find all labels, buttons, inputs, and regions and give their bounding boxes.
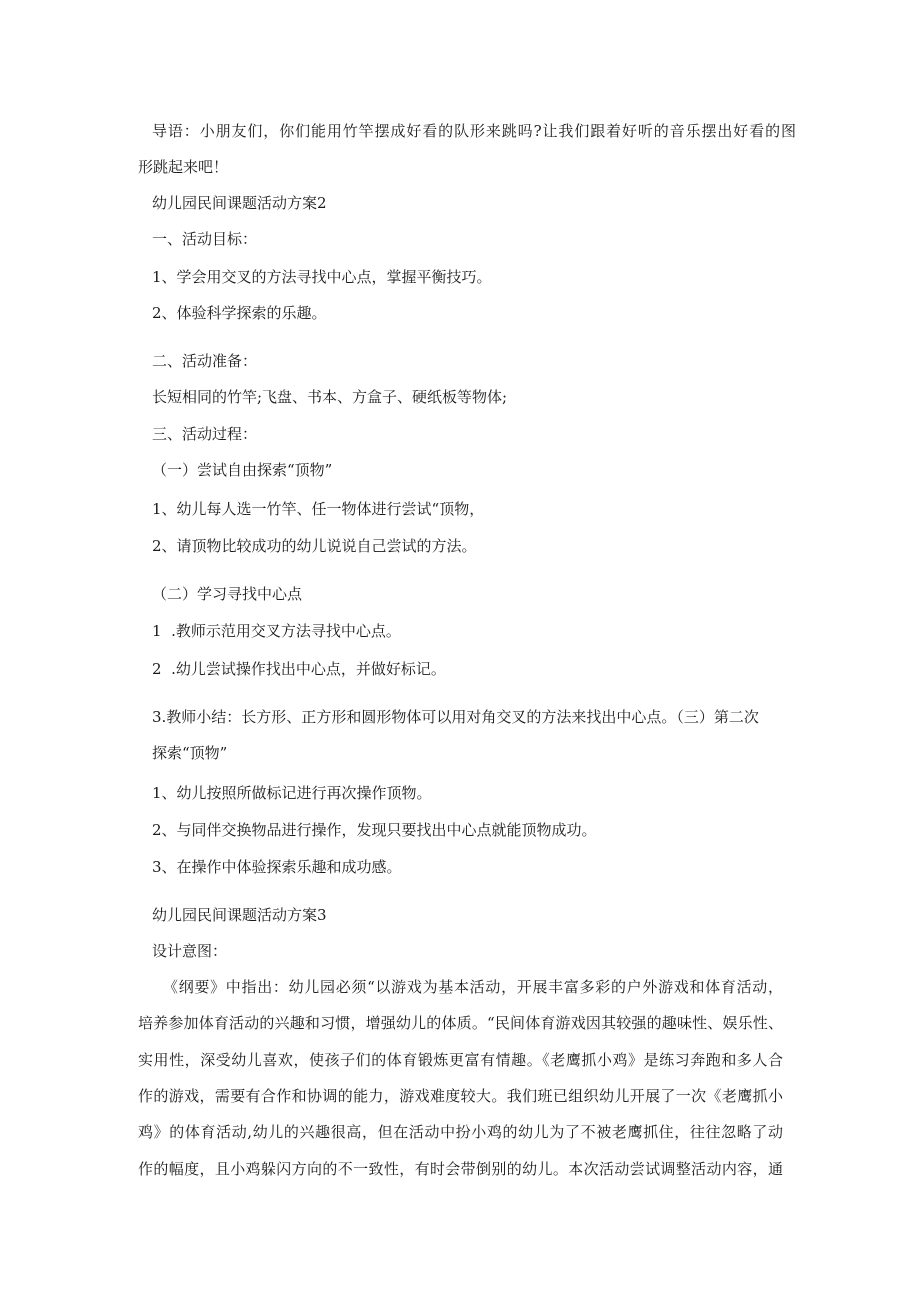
design-paragraph-line-1: 《纲要》中指出：幼儿园必须“以游戏为基本活动，开展丰富多彩的户外游戏和体育活动， — [163, 978, 783, 996]
process-part-2-item-2: 2 .幼儿尝试操作找出中心点，并做好标记。 — [152, 660, 446, 678]
process-part-3-item-2: 2、与同伴交换物品进行操作，发现只要找出中心点就能顶物成功。 — [152, 821, 597, 839]
process-part-2-item-3: 3.教师小结：长方形、正方形和圆形物体可以用对角交叉的方法来找出中心点。（三）第二次 — [152, 708, 759, 726]
intro-line-2: 形跳起来吧！ — [138, 158, 229, 176]
design-paragraph-line-4: 作的游戏，需要有合作和协调的能力，游戏难度较大。我们班已组织幼儿开展了一次《老鹰抓小 — [138, 1087, 783, 1105]
process-part-1-title: （一）尝试自由探索“顶物” — [152, 461, 333, 479]
design-paragraph-line-6: 作的幅度，且小鸡躲闪方向的不一致性，有时会带倒别的幼儿。本次活动尝试调整活动内容，通 — [138, 1160, 783, 1178]
process-part-1-item-1: 1、幼儿每人选一竹竿、任一物体进行尝试“顶物， — [152, 500, 485, 518]
goal-item-1: 1、学会用交叉的方法寻找中心点，掌握平衡技巧。 — [152, 268, 492, 286]
intro-line-1: 导语：小朋友们，你们能用竹竿摆成好看的队形来跳吗?让我们跟着好听的音乐摆出好看的图 — [152, 122, 796, 140]
heading-activity-goals: 一、活动目标： — [152, 230, 258, 248]
process-part-2-item-1: 1 .教师示范用交叉方法寻找中心点。 — [152, 622, 401, 640]
design-paragraph-line-2: 培养参加体育活动的兴趣和习惯，增强幼儿的体质。“民间体育游戏因其较强的趣味性、娱乐性、 — [138, 1014, 783, 1032]
section-title-plan-3: 幼儿园民间课题活动方案3 — [152, 906, 327, 924]
process-part-3-item-1: 1、幼儿按照所做标记进行再次操作顶物。 — [152, 784, 432, 802]
preparation-text: 长短相同的竹竿;飞盘、书本、方盒子、硬纸板等物体; — [152, 388, 508, 406]
process-part-1-item-2: 2、请顶物比较成功的幼儿说说自己尝试的方法。 — [152, 537, 477, 555]
process-part-2-item-3-cont: 探索“顶物” — [152, 744, 228, 762]
process-part-2-title: （二）学习寻找中心点 — [152, 585, 303, 603]
heading-activity-preparation: 二、活动准备： — [152, 352, 258, 370]
design-paragraph-line-3: 实用性，深受幼儿喜欢，使孩子们的体育锻炼更富有情趣。《老鹰抓小鸡》是练习奔跑和多人合 — [138, 1051, 783, 1069]
design-paragraph-line-5: 鸡》的体育活动,幼儿的兴趣很高，但在活动中扮小鸡的幼儿为了不被老鹰抓住，往往忽略了动 — [138, 1123, 783, 1141]
heading-design-intent: 设计意图： — [152, 942, 228, 960]
heading-activity-process: 三、活动过程： — [152, 425, 258, 443]
section-title-plan-2: 幼儿园民间课题活动方案2 — [152, 194, 327, 212]
goal-item-2: 2、体验科学探索的乐趣。 — [152, 304, 327, 322]
process-part-3-item-3: 3、在操作中体验探索乐趣和成功感。 — [152, 858, 402, 876]
